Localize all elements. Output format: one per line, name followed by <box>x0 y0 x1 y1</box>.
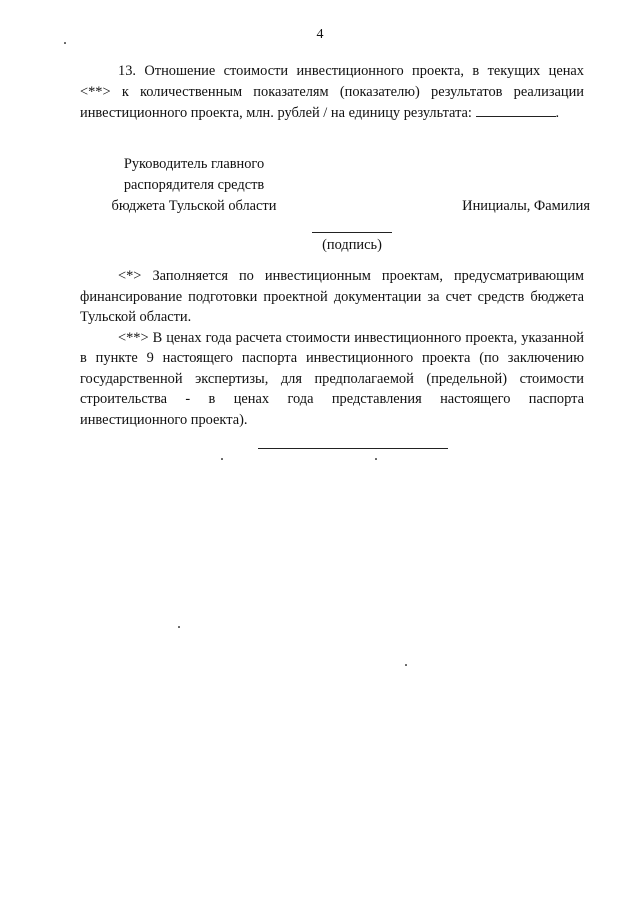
scan-speck <box>64 42 66 44</box>
footnote-2: <**> В ценах года расчета стоимости инвестиционного проекта, указанной в пункте 9 настоящего паспорта инвестиционного проекта (по заключению государственной экспертизы, для предполагаемой (предельной) стоимости строительства - в ценах года представления настоящего паспорта инвестиционного проекта). <box>80 329 584 428</box>
paragraph-item-13 <box>80 61 584 124</box>
item-13-end-mark: . <box>555 105 560 121</box>
page-number: 4 <box>316 27 324 42</box>
signature-caption: (подпись) <box>322 237 382 253</box>
signature-line <box>312 232 392 233</box>
footnotes <box>80 266 584 430</box>
head-title: Руководитель главного распорядителя средств бюджета Тульской области <box>111 156 277 214</box>
scan-speck <box>178 626 180 628</box>
end-separator-line <box>258 448 448 449</box>
scan-speck <box>405 664 407 666</box>
scan-speck <box>375 458 377 460</box>
result-fill-line <box>476 102 556 117</box>
scan-speck <box>221 458 223 460</box>
initials-label: Инициалы, Фамилия <box>462 198 590 214</box>
footnote-1: <*> Заполняется по инвестиционным проектам, предусматривающим финансирование подготовки проектной документации за счет средств бюджета Тульской области. <box>80 268 584 325</box>
item-13-text: 13. Отношение стоимости инвестиционного проекта, в текущих ценах <**> к количественным показателям (показателю) результатов реализации инвестиционного проекта, млн. рублей / на единицу результата: <box>80 63 584 121</box>
